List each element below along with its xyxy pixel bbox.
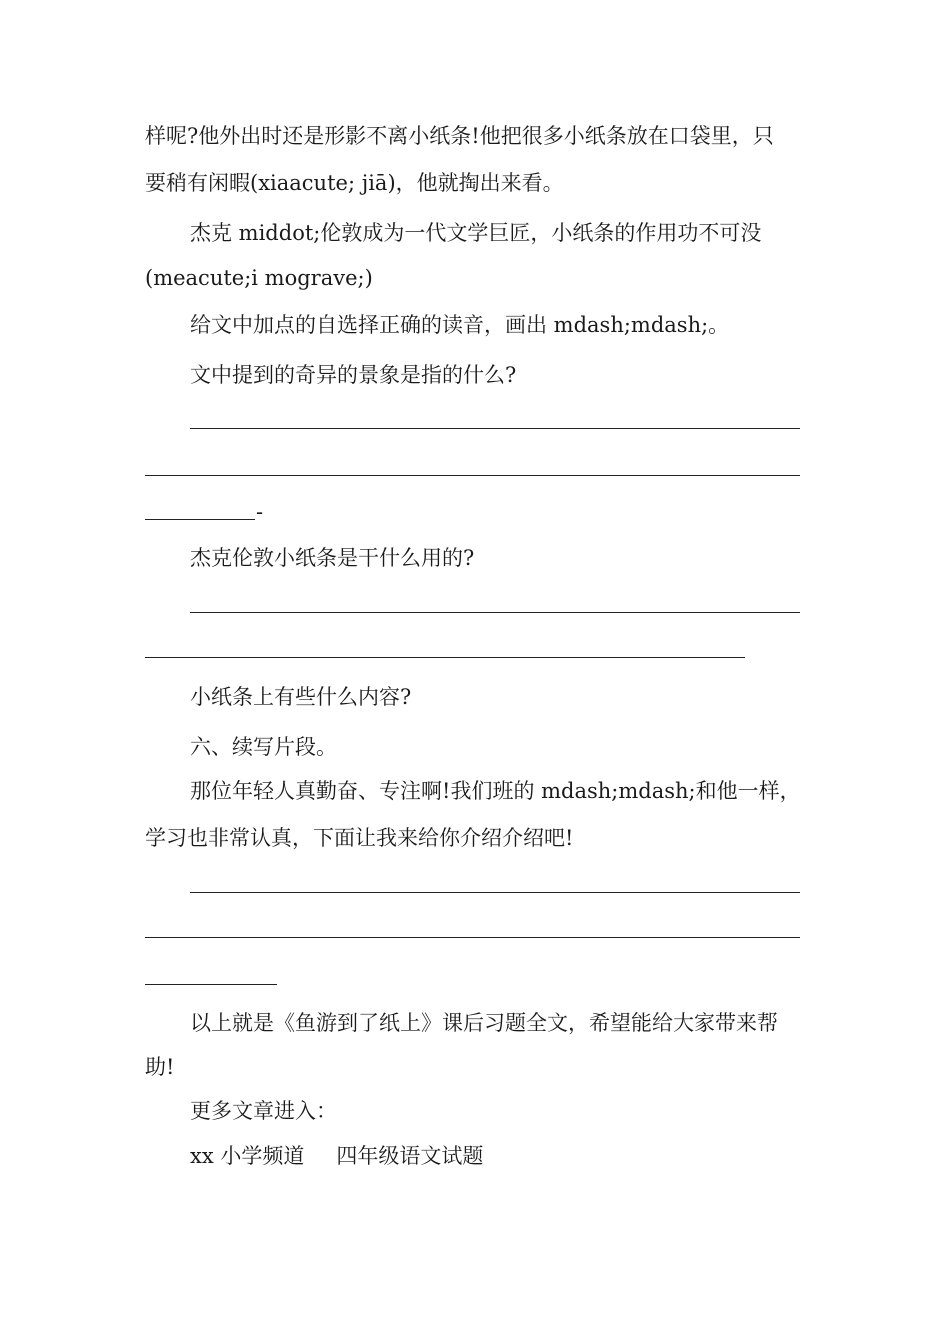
section-heading: 六、续写片段。 — [190, 735, 337, 759]
answer-line — [145, 475, 800, 476]
paragraph-line: 杰克 middot;伦敦成为一代文学巨匠，小纸条的作用功不可没 — [190, 221, 762, 245]
more-articles-label: 更多文章进入： — [190, 1099, 337, 1123]
question-1: 给文中加点的自选择正确的读音，画出 mdash;mdash;。 — [190, 313, 730, 337]
link-primary-channel[interactable]: xx 小学频道 — [190, 1144, 305, 1168]
answer-line — [145, 937, 800, 938]
question-3: 杰克伦敦小纸条是干什么用的? — [190, 546, 475, 570]
answer-line — [190, 892, 800, 893]
paragraph-line: 助! — [145, 1055, 175, 1079]
paragraph-line: (meacute;i mograve;) — [145, 266, 373, 290]
answer-line — [145, 657, 745, 658]
question-2: 文中提到的奇异的景象是指的什么? — [190, 363, 517, 387]
answer-line — [190, 612, 800, 613]
question-4: 小纸条上有些什么内容? — [190, 685, 412, 709]
paragraph-line: 样呢?他外出时还是形影不离小纸条!他把很多小纸条放在口袋里，只 — [145, 124, 774, 148]
answer-line — [190, 428, 800, 429]
paragraph-line: 那位年轻人真勤奋、专注啊!我们班的 mdash;mdash;和他一样， — [190, 779, 801, 803]
answer-line — [145, 519, 255, 520]
answer-line — [145, 984, 277, 985]
paragraph-line: 以上就是《鱼游到了纸上》课后习题全文，希望能给大家带来帮 — [190, 1011, 778, 1035]
link-grade4-chinese[interactable]: 四年级语文试题 — [336, 1144, 484, 1168]
paragraph-line: 学习也非常认真，下面让我来给你介绍介绍吧! — [145, 826, 574, 850]
links-row — [190, 1141, 805, 1171]
answer-line-tail: - — [256, 500, 264, 524]
paragraph-line: 要稍有闲暇(xiaacute; jiā)，他就掏出来看。 — [145, 171, 564, 195]
